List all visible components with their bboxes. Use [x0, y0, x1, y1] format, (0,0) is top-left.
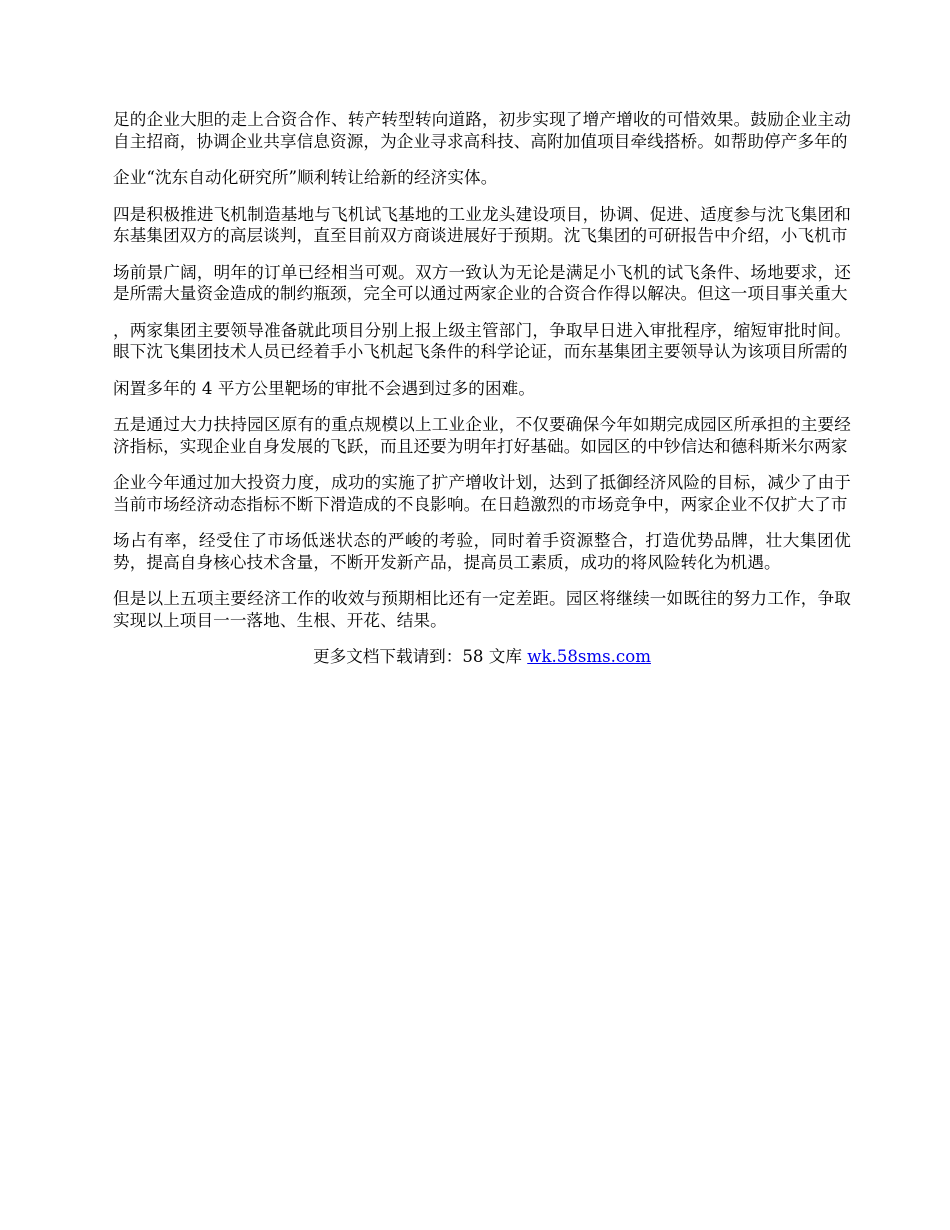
document-body	[113, 109, 851, 668]
paragraph: 企业“沈东自动化研究所”顺利转让给新的经济实体。	[113, 168, 498, 187]
paragraph: 场前景广阔，明年的订单已经相当可观。双方一致认为无论是满足小飞机的试飞条件、场地要求，还是所需大量资金造成的制约瓶颈，完全可以通过两家企业的合资合作得以解决。但这一项目事关重大	[113, 262, 851, 303]
paragraph: 但是以上五项主要经济工作的收效与预期相比还有一定差距。园区将继续一如既往的努力工作，争取实现以上项目一一落地、生根、开花、结果。	[113, 589, 851, 630]
paragraph: 五是通过大力扶持园区原有的重点规模以上工业企业，不仅要确保今年如期完成园区所承担的主要经济指标，实现企业自身发展的飞跃，而且还要为明年打好基础。如园区的中钞信达和德科斯米尔两家	[113, 415, 851, 456]
download-footer	[113, 646, 851, 668]
paragraph: ，两家集团主要领导准备就此项目分别上报上级主管部门，争取早日进入审批程序，缩短审批时间。眼下沈飞集团技术人员已经着手小飞机起飞条件的科学论证，而东基集团主要领导认为该项目所需的	[113, 320, 851, 361]
paragraph: 场占有率，经受住了市场低迷状态的严峻的考验，同时着手资源整合，打造优势品牌，壮大集团优势，提高自身核心技术含量，不断开发新产品，提高员工素质，成功的将风险转化为机遇。	[113, 531, 851, 572]
paragraph: 企业今年通过加大投资力度，成功的实施了扩产增收计划，达到了抵御经济风险的目标，减少了由于当前市场经济动态指标不断下滑造成的不良影响。在日趋激烈的市场竞争中，两家企业不仅扩大了市	[113, 473, 851, 514]
footer-site-link[interactable]: wk.58sms.com	[527, 647, 651, 666]
paragraph: 闲置多年的 4 平方公里靶场的审批不会遇到过多的困难。	[113, 378, 536, 398]
paragraph: 四是积极推进飞机制造基地与飞机试飞基地的工业龙头建设项目，协调、促进、适度参与沈飞集团和东基集团双方的高层谈判，直至目前双方商谈进展好于预期。沈飞集团的可研报告中介绍，小飞机市	[113, 204, 851, 245]
paragraph: 足的企业大胆的走上合资合作、转产转型转向道路，初步实现了增产增收的可惜效果。鼓励企业主动自主招商，协调企业共享信息资源，为企业寻求高科技、高附加值项目牵线搭桥。如帮助停产多年的	[113, 110, 851, 151]
footer-prefix-text: 更多文档下载请到：58 文库	[313, 647, 528, 666]
